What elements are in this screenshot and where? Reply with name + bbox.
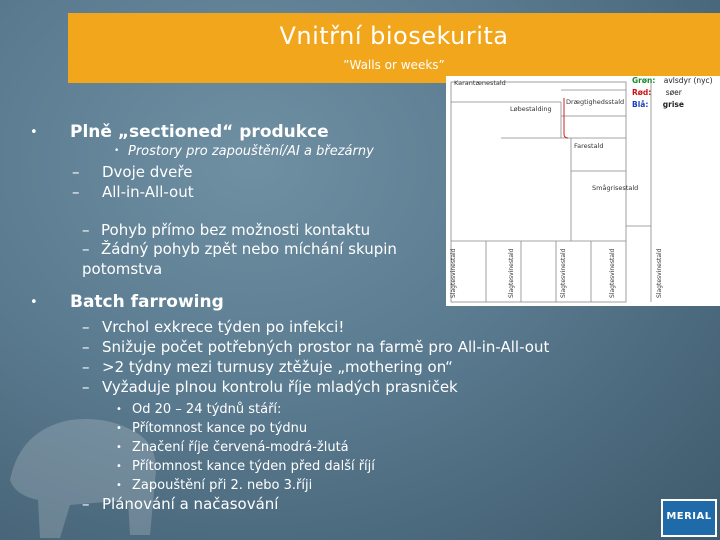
label-gestation: Drægtighedsstald bbox=[566, 98, 625, 106]
legend-green: Grøn: avlsdyr (nyc) bbox=[632, 76, 713, 85]
logo-text: MERIAL bbox=[666, 511, 712, 522]
item2-bullet-4: Přítomnost kance týden před další říjí bbox=[132, 459, 375, 474]
item2-dash-3: >2 týdny mezi turnusy ztěžuje „mothering on“ bbox=[102, 358, 453, 376]
diagram-lines bbox=[446, 76, 720, 306]
item1-heading: Plně „sectioned“ produkce bbox=[70, 122, 329, 142]
merial-logo bbox=[661, 499, 717, 537]
item2-bullet-5: Zapouštění při 2. nebo 3.říji bbox=[132, 478, 313, 493]
legend-blue: Blå: grise bbox=[632, 100, 684, 109]
item1-cont: potomstva bbox=[82, 260, 163, 278]
item2-last: Plánování a načasování bbox=[102, 495, 279, 513]
label-quarantine: Karantænestald bbox=[454, 79, 506, 87]
sub-bullet: • bbox=[116, 461, 122, 472]
label-weaner: Smågrisestald bbox=[592, 184, 639, 192]
bullet-1: • bbox=[30, 125, 38, 140]
label-farrowing: Farestald bbox=[574, 142, 604, 150]
item2-bullet-3: Značení říje červená-modrá-žlutá bbox=[132, 440, 349, 455]
item2-dash-2: Snižuje počet potřebných prostor na farmě pro All-in-All-out bbox=[102, 338, 550, 356]
label-section-3: Slagtesvinestald bbox=[560, 248, 567, 298]
label-mating: Løbestalding bbox=[510, 105, 552, 113]
item2-dash-1: Vrchol exkrece týden po infekci! bbox=[102, 318, 345, 336]
item2-dash-4: Vyžaduje plnou kontrolu říje mladých prasniček bbox=[102, 378, 458, 396]
item1-dash-3: Pohyb přímo bez možnosti kontaktu bbox=[101, 221, 371, 239]
item1-dash-4: Žádný pohyb zpět nebo míchání skupin bbox=[101, 240, 397, 258]
biosecurity-diagram bbox=[446, 76, 720, 306]
dash: – bbox=[72, 163, 80, 181]
label-section-2: Slagtesvinestald bbox=[508, 248, 515, 298]
bullet-2: • bbox=[30, 295, 38, 310]
dash: – bbox=[72, 183, 80, 201]
item2-heading: Batch farrowing bbox=[70, 292, 224, 312]
legend-red: Rød: søer bbox=[632, 88, 682, 97]
label-section-4: Slagtesvinestald bbox=[609, 248, 616, 298]
label-section-5: Slagtesvinestald bbox=[656, 248, 663, 298]
sub-bullet-1: • bbox=[114, 146, 120, 156]
dash: – bbox=[82, 378, 90, 396]
item2-bullet-1: Od 20 – 24 týdnů stáří: bbox=[132, 402, 282, 417]
item1-dash-1: Dvoje dveře bbox=[102, 163, 193, 181]
slide-subtitle: ”Walls or weeks” bbox=[343, 58, 445, 72]
dash: – bbox=[82, 495, 90, 513]
dash: – bbox=[82, 240, 90, 258]
sub-bullet: • bbox=[116, 404, 122, 415]
dash: – bbox=[82, 338, 90, 356]
dash: – bbox=[82, 358, 90, 376]
item1-sub: Prostory pro zapouštění/AI a březárny bbox=[128, 144, 374, 159]
label-section-1: Slagtesvinestald bbox=[450, 248, 457, 298]
dash: – bbox=[82, 221, 90, 239]
dash: – bbox=[82, 318, 90, 336]
sub-bullet: • bbox=[116, 480, 122, 491]
slide-title: Vnitřní biosekurita bbox=[279, 22, 509, 50]
item1-dash-2: All-in-All-out bbox=[102, 183, 194, 201]
item2-bullet-2: Přítomnost kance po týdnu bbox=[132, 421, 308, 436]
sub-bullet: • bbox=[116, 423, 122, 434]
sub-bullet: • bbox=[116, 442, 122, 453]
